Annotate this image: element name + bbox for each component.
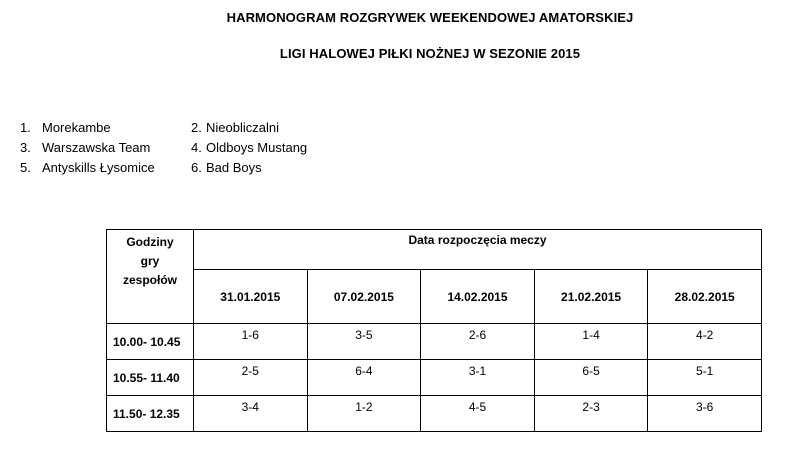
- hours-header-line: zespołów: [122, 273, 177, 287]
- team-number: 3.: [20, 140, 31, 155]
- dates-header: Data rozpoczęcia meczy: [194, 230, 762, 270]
- team-item: [20, 158, 155, 178]
- team-list-right: [191, 118, 307, 178]
- time-cell: 10.55- 11.40: [107, 360, 194, 396]
- team-item: [191, 118, 307, 138]
- team-name: Warszawska Team: [42, 140, 151, 155]
- team-item: [191, 138, 307, 158]
- team-item: [20, 138, 155, 158]
- match-cell: 3-1: [421, 360, 535, 396]
- time-cell: 11.50- 12.35: [107, 396, 194, 432]
- team-item: [191, 158, 307, 178]
- table-row: [107, 360, 762, 396]
- match-cell: 3-5: [307, 324, 421, 360]
- date-cell: 21.02.2015: [534, 270, 648, 324]
- team-number: 4.: [191, 140, 202, 155]
- match-cell: 2-3: [534, 396, 648, 432]
- match-cell: 4-5: [421, 396, 535, 432]
- team-name: Bad Boys: [206, 160, 262, 175]
- team-name: Nieobliczalni: [206, 120, 279, 135]
- match-cell: 3-4: [194, 396, 308, 432]
- hours-header-line: gry: [140, 254, 160, 268]
- date-cell: 28.02.2015: [648, 270, 762, 324]
- team-number: 6.: [191, 160, 202, 175]
- date-cell: 07.02.2015: [307, 270, 421, 324]
- match-cell: 4-2: [648, 324, 762, 360]
- hours-header-line: Godziny: [126, 235, 174, 249]
- title-line-1: HARMONOGRAM ROZGRYWEK WEEKENDOWEJ AMATORSKIEJ: [226, 10, 634, 25]
- match-cell: 1-4: [534, 324, 648, 360]
- team-item: [20, 118, 155, 138]
- table-row: [107, 396, 762, 432]
- title-line-2: LIGI HALOWEJ PIŁKI NOŻNEJ W SEZONIE 2015: [279, 46, 581, 61]
- match-cell: 5-1: [648, 360, 762, 396]
- team-name: Antyskills Łysomice: [42, 160, 155, 175]
- hours-header: [107, 230, 194, 324]
- match-cell: 3-6: [648, 396, 762, 432]
- team-number: 5.: [20, 160, 31, 175]
- time-cell: 10.00- 10.45: [107, 324, 194, 360]
- match-cell: 1-6: [194, 324, 308, 360]
- team-list-left: [20, 118, 155, 178]
- match-cell: 1-2: [307, 396, 421, 432]
- match-cell: 6-5: [534, 360, 648, 396]
- dates-row: [107, 270, 762, 324]
- date-cell: 14.02.2015: [421, 270, 535, 324]
- schedule-table: [106, 229, 762, 432]
- match-cell: 2-5: [194, 360, 308, 396]
- date-cell: 31.01.2015: [194, 270, 308, 324]
- match-cell: 6-4: [307, 360, 421, 396]
- match-cell: 2-6: [421, 324, 535, 360]
- table-row: [107, 324, 762, 360]
- team-name: Morekambe: [42, 120, 111, 135]
- team-number: 2.: [191, 120, 202, 135]
- team-name: Oldboys Mustang: [206, 140, 308, 155]
- table-header-row: [107, 230, 762, 270]
- team-number: 1.: [20, 120, 31, 135]
